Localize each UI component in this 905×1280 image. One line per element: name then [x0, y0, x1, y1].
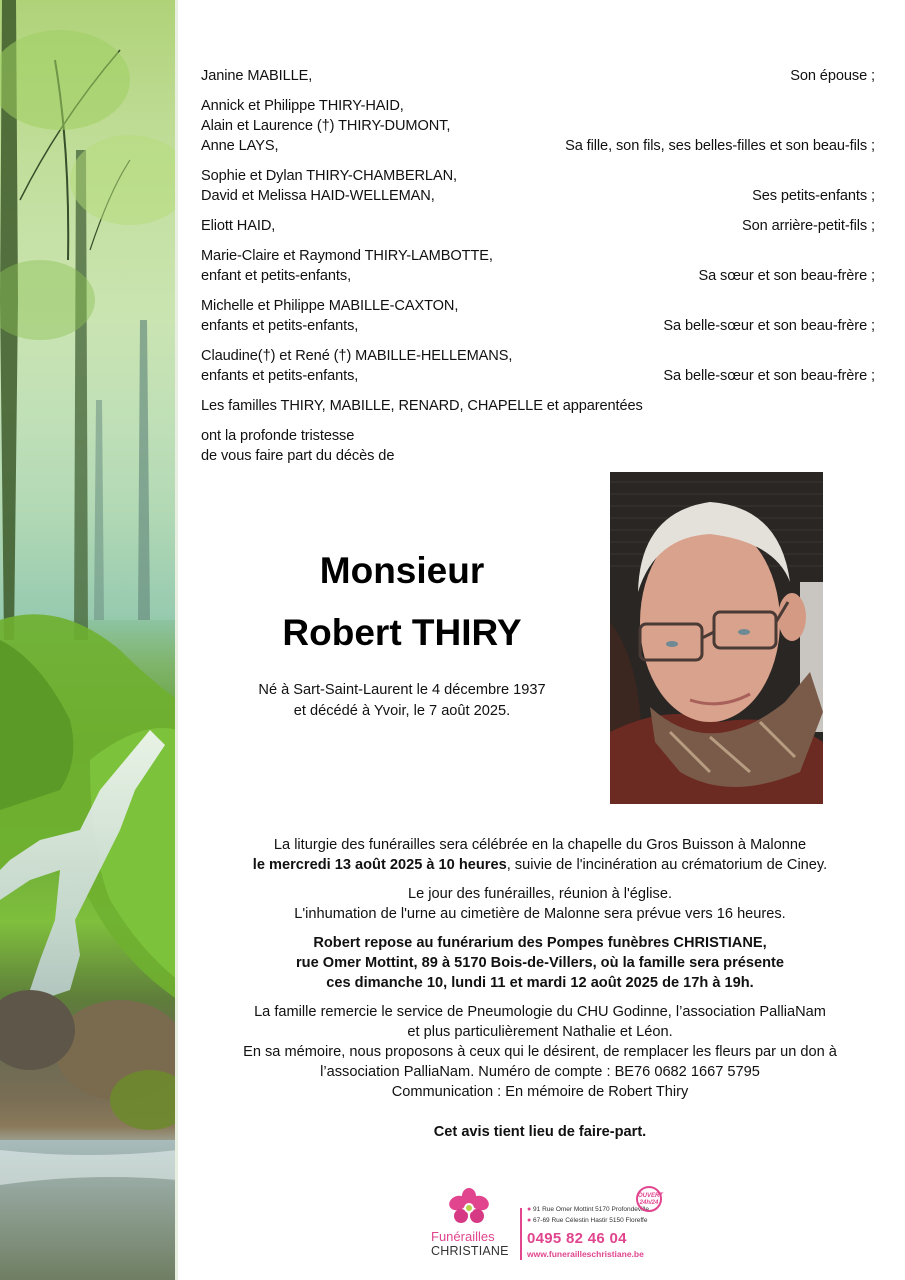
address-text: 67-69 Rue Célestin Hastir 5150 Floreffe — [533, 1217, 648, 1224]
family-name-line: Annick et Philippe THIRY-HAID, — [201, 98, 404, 114]
website-link[interactable]: www.funerailleschristiane.be — [527, 1249, 644, 1259]
extended-families — [201, 396, 875, 416]
family-name-line: Marie-Claire et Raymond THIRY-LAMBOTTE, — [201, 248, 493, 264]
donation-communication: Communication : En mémoire de Robert Thiry — [391, 1084, 689, 1100]
donation-account: l’association PalliaNam. Numéro de compte : BE76 0682 1667 5795 — [320, 1064, 760, 1080]
brand-name-line1: Funérailles — [431, 1229, 495, 1244]
intro-line: ont la profonde tristesse — [201, 428, 355, 444]
thanks-line: et plus particulièrement Nathalie et Léon. — [407, 1024, 673, 1040]
liturgy-paragraph — [200, 835, 880, 875]
family-relation: Sa sœur et son beau-frère ; — [698, 268, 875, 284]
family-group — [201, 66, 875, 86]
family-relation: Sa belle-sœur et son beau-frère ; — [663, 368, 875, 384]
family-group — [201, 246, 875, 286]
deceased-name: Robert THIRY — [282, 612, 522, 653]
address-line — [527, 1217, 647, 1224]
family-relation: Sa fille, son fils, ses belles-filles et son beau-fils ; — [565, 138, 875, 154]
family-name-line: Les familles THIRY, MABILLE, RENARD, CHAPELLE et apparentées — [201, 398, 643, 414]
logo-divider — [520, 1208, 522, 1260]
family-relation: Ses petits-enfants ; — [752, 188, 875, 204]
family-name-line: enfants et petits-enfants, — [201, 318, 359, 334]
family-relation: Son arrière-petit-fils ; — [741, 218, 875, 234]
open-24h-badge — [636, 1186, 662, 1212]
gathering-line: Le jour des funérailles, réunion à l'église. — [407, 886, 672, 902]
visitation-line: Robert repose au funérarium des Pompes funèbres CHRISTIANE, — [313, 935, 767, 951]
thanks-paragraph — [200, 1002, 880, 1102]
family-group — [201, 346, 875, 386]
visitation-address: rue Omer Mottint, 89 à 5170 Bois-de-Villers, où la famille sera présente — [296, 955, 784, 971]
badge-line1: OUVERT — [638, 1193, 663, 1199]
family-relation: Sa belle-sœur et son beau-frère ; — [663, 318, 875, 334]
forest-waterfall-illustration — [0, 0, 178, 1280]
brand-name-line2: CHRISTIANE — [431, 1244, 509, 1258]
visitation-paragraph — [200, 933, 880, 993]
visitation-schedule: ces dimanche 10, lundi 11 et mardi 12 août 2025 de 17h à 19h. — [326, 975, 754, 991]
funeral-home-logo — [425, 1188, 675, 1268]
family-name-line: Michelle et Philippe MABILLE-CAXTON, — [201, 298, 459, 314]
family-list — [201, 66, 875, 476]
address-text: 91 Rue Omer Mottint 5170 Profondeville — [533, 1206, 650, 1213]
family-name-line: Janine MABILLE, — [201, 68, 313, 84]
family-name-line: enfants et petits-enfants, — [201, 368, 359, 384]
honorific-title: Monsieur — [319, 550, 485, 591]
gathering-paragraph — [200, 884, 880, 924]
closing-note: Cet avis tient lieu de faire-part. — [433, 1124, 647, 1140]
intro-line: de vous faire part du décès de — [201, 448, 395, 464]
family-name-line: Eliott HAID, — [201, 218, 276, 234]
birth-death-dates — [230, 680, 574, 722]
death-line: et décédé à Yvoir, le 7 août 2025. — [293, 703, 511, 719]
birth-line: Né à Sart-Saint-Laurent le 4 décembre 1937 — [258, 682, 546, 698]
donation-line: En sa mémoire, nous proposons à ceux qui le désirent, de remplacer les fleurs par un don à — [243, 1044, 837, 1060]
orchid-icon — [449, 1188, 489, 1226]
family-name-line: David et Melissa HAID-WELLEMAN, — [201, 188, 435, 204]
ceremony-details — [200, 835, 880, 1151]
announcement-intro — [201, 426, 875, 466]
nature-banner-image — [0, 0, 178, 1280]
family-name-line: Sophie et Dylan THIRY-CHAMBERLAN, — [201, 168, 457, 184]
family-relation: Son épouse ; — [790, 68, 875, 84]
thanks-line: La famille remercie le service de Pneumologie du CHU Godinne, l’association PalliaNam — [254, 1004, 826, 1020]
burial-line: L'inhumation de l'urne au cimetière de Malonne sera prévue vers 16 heures. — [294, 906, 786, 922]
portrait-photo — [610, 472, 823, 804]
family-group — [201, 96, 875, 156]
banner-edge — [175, 0, 178, 1280]
liturgy-line: La liturgie des funérailles sera célébrée en la chapelle du Gros Buisson à Malonne — [273, 837, 807, 853]
family-name-line: enfant et petits-enfants, — [201, 268, 352, 284]
portrait-illustration — [610, 472, 823, 804]
family-group — [201, 296, 875, 336]
family-group — [201, 166, 875, 206]
family-name-line: Anne LAYS, — [201, 138, 279, 154]
location-pin-icon: ● — [527, 1206, 532, 1213]
address-line — [527, 1206, 649, 1213]
badge-line2: 24h/24 — [639, 1200, 659, 1206]
location-pin-icon: ● — [527, 1217, 532, 1224]
phone-number: 0495 82 46 04 — [527, 1230, 627, 1247]
liturgy-date: le mercredi 13 août 2025 à 10 heures — [252, 857, 507, 873]
family-name-line: Alain et Laurence (†) THIRY-DUMONT, — [201, 118, 451, 134]
liturgy-cremation: , suivie de l'incinération au crématorium de Ciney. — [506, 857, 828, 873]
family-group — [201, 216, 875, 236]
family-name-line: Claudine(†) et René (†) MABILLE-HELLEMANS, — [201, 348, 513, 364]
